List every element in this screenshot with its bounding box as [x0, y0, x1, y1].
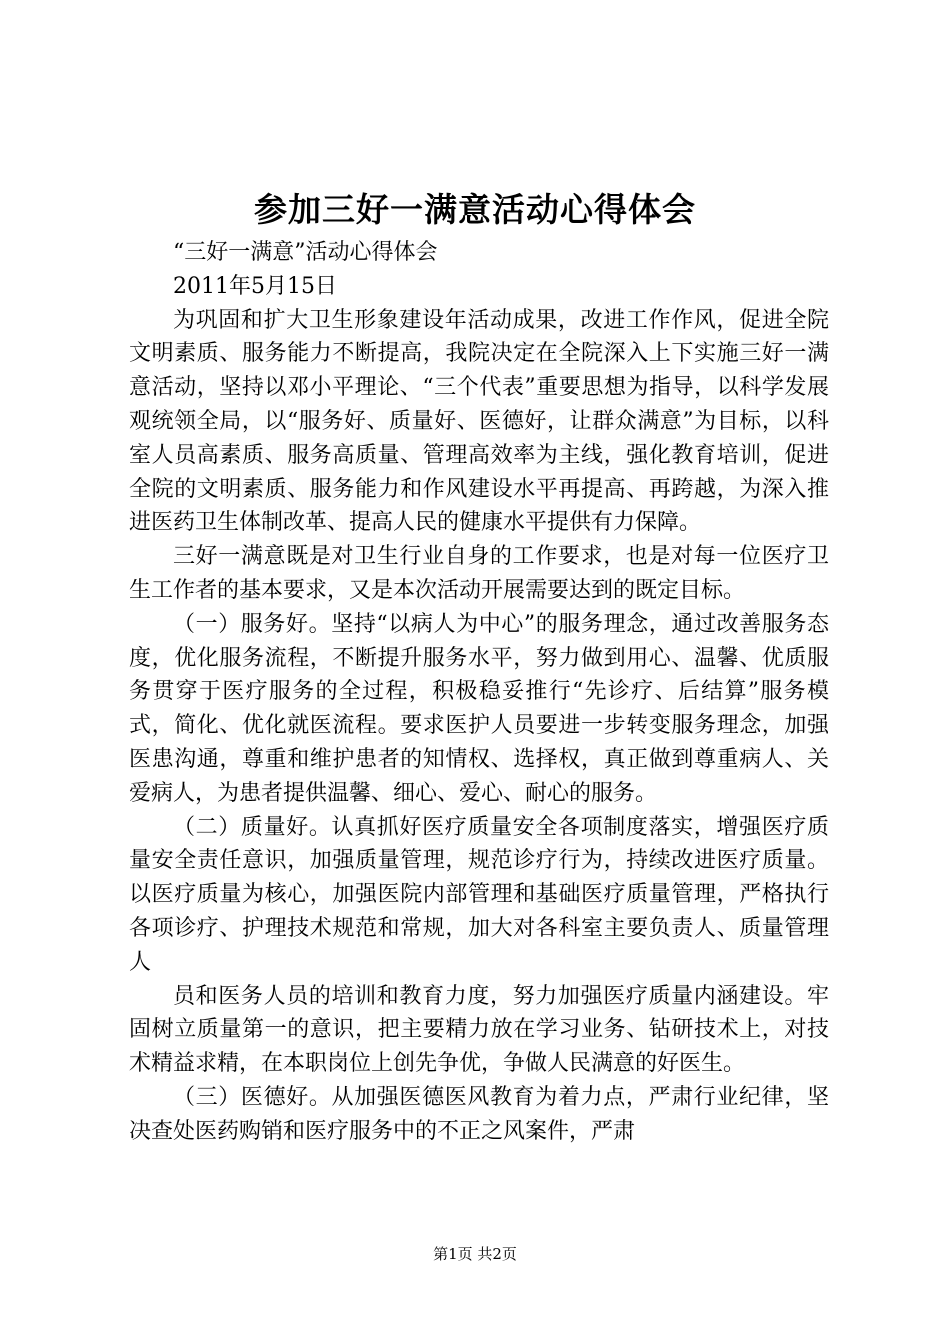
document-body	[129, 236, 829, 1149]
document-date: 2011年5月15日	[173, 273, 337, 299]
paragraph-quality: （二）质量好。认真抓好医疗质量安全各项制度落实，增强医疗质量安全责任意识，加强质量管理，规范诊疗行为，持续改进医疗质量。以医疗质量为核心，加强医院内部管理和基础医疗质量管理，严格执行各项诊疗、护理技术规范和常规，加大对各科室主要负责人、质量管理人	[129, 814, 829, 975]
document-title: 参加三好一满意活动心得体会	[254, 190, 696, 229]
paragraph-service: （一）服务好。坚持“以病人为中心”的服务理念，通过改善服务态度，优化服务流程，不断提升服务水平，努力做到用心、温馨、优质服务贯穿于医疗服务的全过程，积极稳妥推行“先诊疗、后结算”服务模式，简化、优化就医流程。要求医护人员要进一步转变服务理念，加强医患沟通，尊重和维护患者的知情权、选择权，真正做到尊重病人、关爱病人，为患者提供温馨、细心、爱心、耐心的服务。	[129, 611, 829, 806]
page-indicator: 第1页 共2页	[433, 1245, 517, 1263]
document-subtitle: “三好一满意”活动心得体会	[173, 240, 438, 265]
paragraph-quality-continued: 员和医务人员的培训和教育力度，努力加强医疗质量内涵建设。牢固树立质量第一的意识，把主要精力放在学习业务、钻研技术上，对技术精益求精，在本职岗位上创先争优，争做人民满意的好医生。	[129, 983, 829, 1077]
paragraph-goals: 三好一满意既是对卫生行业自身的工作要求，也是对每一位医疗卫生工作者的基本要求，又是本次活动开展需要达到的既定目标。	[129, 544, 829, 603]
paragraph-ethics: （三）医德好。从加强医德医风教育为着力点，严肃行业纪律，坚决查处医药购销和医疗服务中的不正之风案件，严肃	[129, 1084, 829, 1144]
paragraph-intro: 为巩固和扩大卫生形象建设年活动成果，改进工作作风，促进全院文明素质、服务能力不断提高，我院决定在全院深入上下实施三好一满意活动，坚持以邓小平理论、“三个代表”重要思想为指导，以科学发展观统领全局，以“服务好、质量好、医德好，让群众满意”为目标，以科室人员高素质、服务高质量、管理高效率为主线，强化教育培训，促进全院的文明素质、服务能力和作风建设水平再提高、再跨越，为深入推进医药卫生体制改革、提高人民的健康水平提供有力保障。	[129, 307, 829, 536]
page-footer	[0, 1244, 950, 1264]
